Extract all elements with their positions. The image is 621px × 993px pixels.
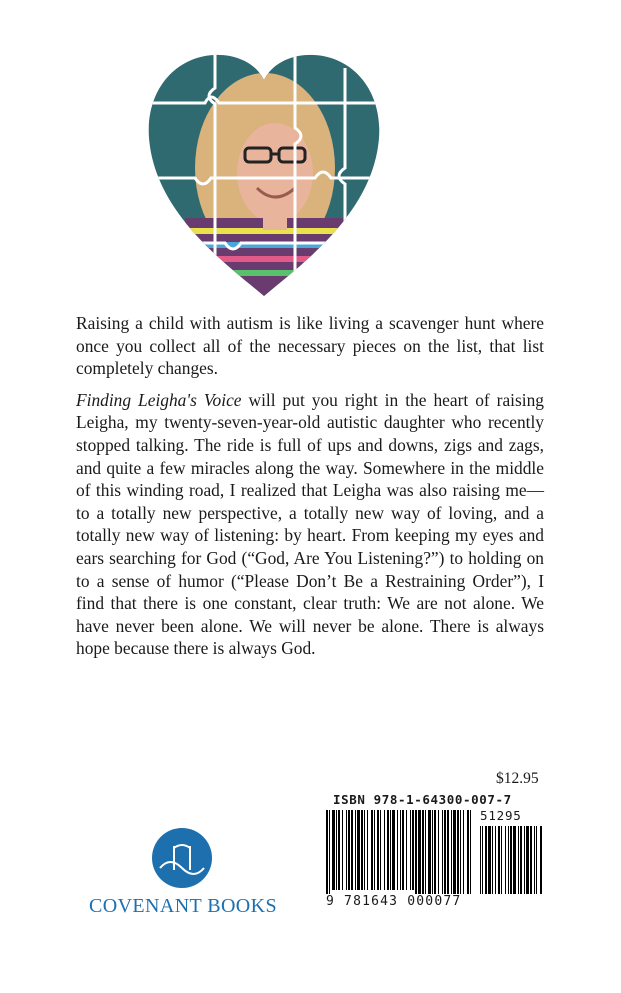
publisher-logo-icon: [150, 826, 214, 890]
blurb-paragraph-2: [76, 389, 544, 660]
book-title-italic: Finding Leigha's Voice: [76, 389, 242, 410]
back-cover-blurb: [76, 312, 544, 669]
publisher-name: COVENANT BOOKS: [88, 895, 278, 917]
blurb-paragraph-1: Raising a child with autism is like living a scavenger hunt where once you collect all of the necessary pieces on the list, that list completely changes.: [76, 313, 544, 379]
barcode-addon-number: 51295: [480, 808, 522, 823]
blurb-paragraph-2-text: will put you right in the heart of raising Leigha, my twenty-seven-year-old autistic daughter who recently stopped talking. The ride is full of ups and downs, zigs and zags, and quite a few miracles along the way. Somewhere in the middle of this winding road, I realized that Leigha was also raising me—to a totally new perspective, a totally new way of loving, and a totally new way of listening: by heart. From keeping my eyes and ears searching for God (“God, Are You Listening?”) to holding on to a sense of humor (“Please Don’t Be a Restraining Order”), I find that there is one constant, clear truth: We are not alone. We have never been alone. We will never be alone. There is always hope because there is always God.: [76, 389, 545, 659]
isbn-text: ISBN 978-1-64300-007-7: [333, 792, 512, 807]
author-photo-heart: [145, 28, 383, 298]
barcode-ean-digits: 9 781643 000077: [326, 894, 462, 909]
price-label: $12.95: [496, 770, 539, 787]
